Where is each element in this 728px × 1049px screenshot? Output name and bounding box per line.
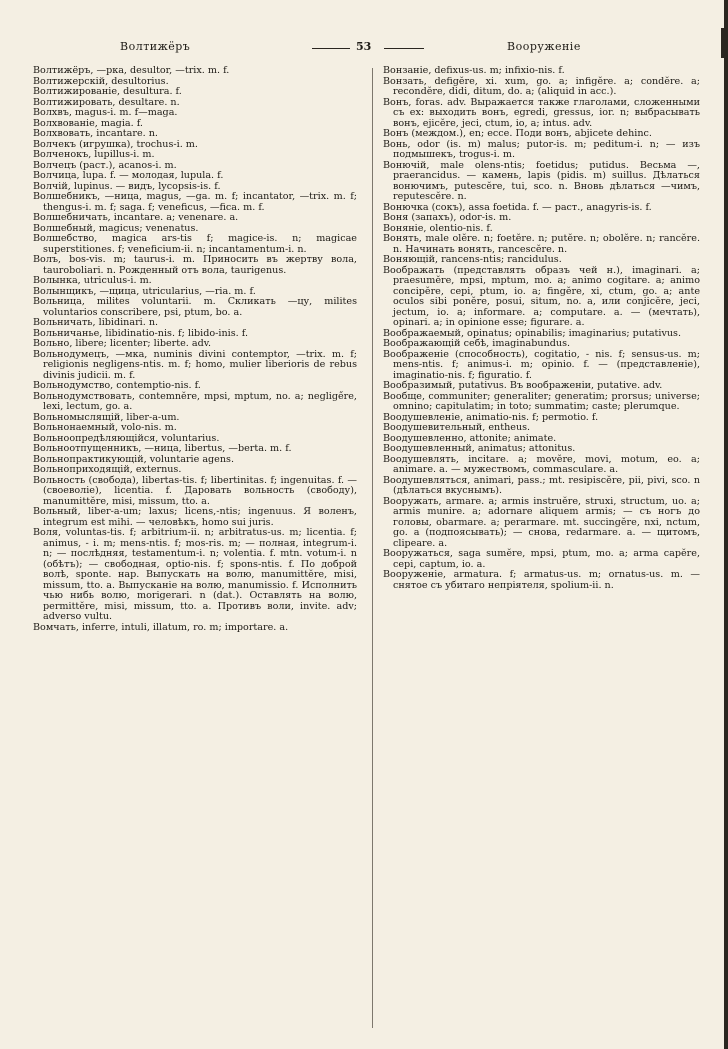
dictionary-entry: Вольнодумствовать, contemnĕre, mpsi, mptum, no. a; neglige̋re, lexi, lectum, go. a. — [33, 390, 357, 412]
dictionary-entry: Воня (запахъ), odor-is. m. — [383, 212, 512, 223]
dictionary-entry: Вооруженіе, armatura. f; armatus-us. m; ornatus-us. m. — снятое съ убитаго непріятеля, spolium-ii. n. — [383, 569, 700, 591]
dictionary-entry: Воняющій, rancens-ntis; rancidulus. — [383, 254, 562, 265]
dictionary-entry: Волхвъ, magus-i. m. f—maga. — [33, 107, 178, 118]
dictionary-entry: Воображаемый, opinatus; opinabilis; imaginarius; putativus. — [383, 327, 682, 339]
dictionary-entry: Вонзать, defigĕre, xi. xum, go. a; infigĕre. a; condĕre. a; recondĕre, didi, ditum, do. a; (aliquid in acc.). — [383, 75, 700, 97]
dictionary-entry: Воодушевляться, animari, pass.; mt. resipiscĕre, pii, pivi, sco. n (дѣлаться вкуснымъ). — [383, 474, 700, 496]
dictionary-entry: Волшебникъ, —ница, magus, —ga. m. f; incantator, —trix. m. f; thengus-i. m. f; saga. f; veneficus, —fica. m. f. — [33, 191, 357, 213]
dictionary-entry: Воля, voluntas-tis. f; arbitrium-ii. n; arbitratus-us. m; licentia. f; animus, - i. m; mens-ntis. f; mos-ris. m; — полная, integrum-i. n; — послѣдняя, testamentum-i. n; volentia. f. mtn. votum-i. n (обѣтъ); — свободная, optio-nis. f; spons-ntis. f. По доброй волѣ, sponte. нар. Выпускать на волю, manumittĕre, misi, missum, tto. a. Выпусканіе на волю, manumissio. f. Исполнить чью нибь волю, morigerari. n (dat.). Оставлять на волю, permittĕre, misi, missum, tto. a. Противъ воли, invite. adv; adverso vultu. — [33, 527, 357, 622]
dictionary-entry: Волчій, lupinus. — видъ, lycopsis-is. f. — [33, 180, 221, 192]
dictionary-entry: Волтижировать, desultare. n. — [33, 96, 180, 108]
dictionary-entry: Вольность (свобода), libertas-tis. f; libertinitas. f; ingenuitas. f. — (своеволіе), licentia. f. Даровать вольность (свободу), manumittĕre, misi, missum, tto. a. — [33, 474, 357, 507]
dictionary-entry: Вонять, male olĕre. n; foetĕre. n; putĕre. n; obolĕre. n; rancĕre. n. Начинать вонять, rancescĕre. n. — [383, 233, 700, 255]
dictionary-entry: Вольница, milites voluntarii. m. Скликать —цу, milites voluntarios conscribere, psi, ptum, bo. a. — [33, 296, 357, 318]
dictionary-entry: Волченокъ, lupillus-i. m. — [33, 149, 155, 160]
dictionary-entry: Вольно, libere; licenter; liberte. adv. — [33, 338, 212, 349]
page-header — [0, 40, 728, 56]
header-rule-left — [312, 48, 350, 49]
dictionary-entry: Волынка, utriculus-i. m. — [33, 275, 152, 286]
dictionary-entry: Вонючка (сокъ), assa foetida. f. — раст., anagyris-is. f. — [383, 201, 652, 213]
dictionary-entry: Воображеніе (способность), cogitatio, - nis. f; sensus-us. m; mens-ntis. f; animus-i. m; opinio. f. — (представленіе), imaginatio-nis. f; figuratio. f. — [383, 348, 700, 381]
column-divider — [372, 68, 373, 1028]
dictionary-entry: Волхвованіе, magia. f. — [33, 117, 143, 129]
dictionary-entry: Вольнонаемный, volo-nis. m. — [33, 422, 177, 433]
page-number: 53 — [356, 40, 372, 53]
dictionary-entry: Вольнопрактикующій, voluntarie agens. — [33, 453, 235, 465]
dictionary-entry: Волчекъ (игрушка), trochus-i. m. — [33, 138, 198, 150]
dictionary-entry: Воображать (представлять образъ чей н.), imaginari. a; praesumĕre, mpsi, mptum, mo. a; animo cogitare. a; animo concipĕre, cepi, ptum, io. a; fingĕre, xi, ctum, go. a; ante oculos sibi ponĕre, posui, situm, no. a, или conjicĕre, jeci, jectum, io. a; informare. a; computare. a. — (мечтать), opinari. a; in opinione esse; figurare. a. — [383, 264, 700, 328]
dictionary-entry: Воодушевленіе, animatio-nis. f; permotio. f. — [383, 411, 599, 423]
dictionary-entry: Волшебство, magica ars-tis f; magice-is. n; magicae superstitiones. f; veneficium-ii. n; incantamentum-i. n. — [33, 233, 357, 255]
dictionary-entry: Волъ, bos-vis. m; taurus-i. m. Приносить въ жертву вола, tauroboliari. n. Рожденный отъ вола, taurigenus. — [33, 254, 357, 276]
dictionary-entry: Вооружаться, saga sumĕre, mpsi, ptum, mo. a; arma capĕre, cepi, captum, io. a. — [383, 548, 700, 570]
dictionary-entry: Вольномыслящій, liber-a-um. — [33, 411, 180, 423]
dictionary-entry: Волчецъ (раст.), acanos-i. m. — [33, 159, 177, 171]
dictionary-entry: Вольный, liber-a-um; laxus; licens,-ntis; ingenuus. Я воленъ, integrum est mihi. — человѣкъ, homo sui juris. — [33, 506, 357, 528]
dictionary-entry: Воображающій себѣ, imaginabundus. — [383, 338, 571, 349]
dictionary-entry: Вооружать, armare. a; armis instruĕre, struxi, structum, uo. a; armis munire. a; adornare aliquem armis; — съ ногъ до головы, obarmare. a; perarmare. mt. succingĕre, nxi, nctum, go. a (подпоясывать); — снова, redarmare. a. — щитомъ, clipeare. a. — [383, 495, 700, 549]
dictionary-entry: Воодушевлять, incitare. a; movĕre, movi, motum, eo. a; animare. a. — мужествомъ, commasculare. a. — [383, 453, 700, 475]
page-edge-mark — [721, 28, 724, 58]
dictionary-entry: Вообще, communiter; generaliter; generatim; prorsus; universe; omnino; capitulatim; in toto; summatim; caste; plerumque. — [383, 390, 700, 412]
dictionary-entry: Волшебничать, incantare. a; venenare. a. — [33, 212, 239, 223]
dictionary-entry: Вольноопредѣляющійся, voluntarius. — [33, 432, 220, 444]
dictionary-entry: Вольничать, libidinari. n. — [33, 317, 159, 328]
header-right-guide-word: Вооруженіе — [507, 40, 581, 53]
dictionary-entry: Вольничанье, libidinatio-nis. f; libido-inis. f. — [33, 327, 248, 339]
dictionary-entry: Волхвовать, incantare. n. — [33, 128, 158, 139]
dictionary-entry: Волшебный, magicus; venenatus. — [33, 222, 199, 234]
dictionary-entry: Волчица, lupa. f. — молодая, lupula. f. — [33, 170, 224, 181]
dictionary-entry: Волынщикъ, —щица, utricularius, —ria. m. f. — [33, 285, 256, 297]
dictionary-entry: Вольнодумецъ, —мка, numinis divini contemptor, —trix. m. f; religionis negligens-ntis. m. f; homo, mulier liberioris de rebus divinis judicii. m. f. — [33, 348, 357, 381]
dictionary-entry: Вонь, odor (is. m) malus; putor-is. m; peditum-i. n; — изъ подмышекъ, trogus-i. m. — [383, 138, 700, 160]
dictionary-entry: Вольноотпущенникъ, —ница, libertus, —berta. m. f. — [33, 443, 292, 454]
dictionary-entry: Вообразимый, putativus. Въ воображеніи, putative. adv. — [383, 380, 663, 391]
header-left-guide-word: Волтижёръ — [120, 40, 191, 53]
dictionary-entry: Воодушевленно, attonite; animate. — [383, 432, 557, 444]
dictionary-entry: Вонючій, male olens-ntis; foetidus; putidus. Весьма —, praerancidus. — камень, lapis (pidis. m) suillus. Дѣлаться вонючимъ, putescĕre, tui, sco. n. Вновь дѣлаться —чимъ, reputescĕre. n. — [383, 159, 700, 202]
header-rule-right — [384, 48, 424, 49]
left-column — [33, 66, 357, 633]
dictionary-entry: Вомчать, inferre, intuli, illatum, ro. m; importare. a. — [33, 621, 289, 633]
dictionary-entry: Волтижёръ, —рка, desultor, —trix. m. f. — [33, 65, 230, 76]
page-edge — [724, 0, 728, 1049]
dictionary-entry: Вольнодумство, contemptio-nis. f. — [33, 380, 201, 391]
right-column — [383, 66, 700, 591]
dictionary-entry: Волтижированіе, desultura. f. — [33, 86, 182, 97]
dictionary-entry: Воодушевительный, entheus. — [383, 422, 531, 433]
dictionary-entry: Воодушевленный, animatus; attonitus. — [383, 443, 576, 454]
dictionary-entry: Вонянie, olentio-nis. f. — [383, 222, 493, 234]
dictionary-entry: Вонъ (междом.), en; ecce. Поди вонъ, abjicete dehinc. — [383, 128, 652, 139]
dictionary-entry: Волтижерскій, desultorius. — [33, 75, 169, 87]
dictionary-entry: Вонзаніе, defixus-us. m; infixio-nis. f. — [383, 65, 565, 76]
dictionary-entry: Вольноприходящій, externus. — [33, 464, 182, 475]
dictionary-entry: Вонъ, foras. adv. Выражается также глаголами, сложенными съ ex: выходить вонъ, egredi, gressus, ior. n; выбрасывать вонъ, ejicĕre, jeci, ctum, io, a; intus. adv. — [383, 96, 700, 129]
